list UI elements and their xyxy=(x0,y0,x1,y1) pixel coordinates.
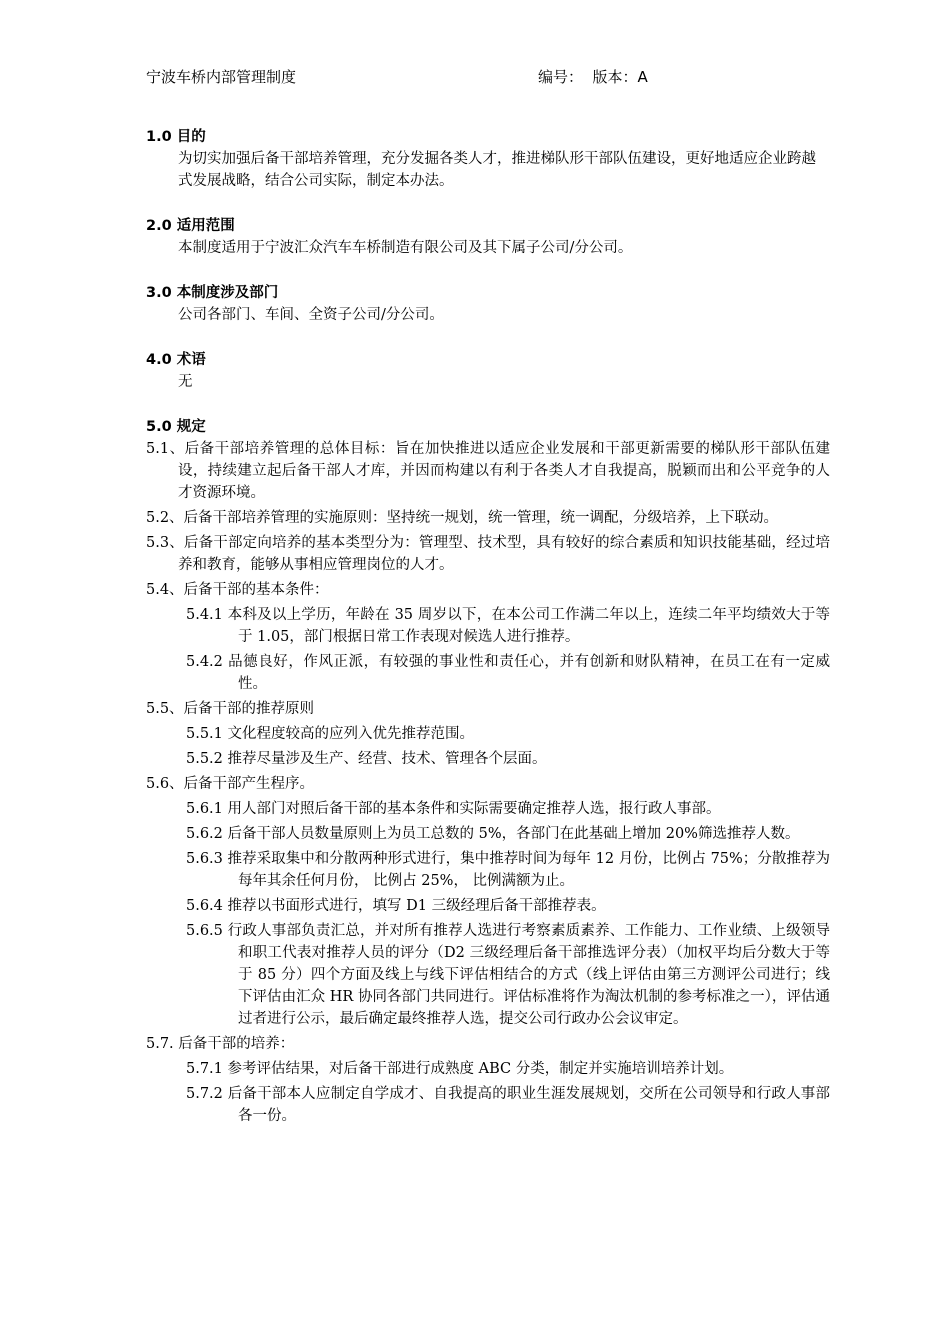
clause-5-4: 5.4、后备干部的基本条件： xyxy=(146,582,329,598)
section-text: 为切实加强后备干部培养管理，充分发掘各类人才，推进梯队形干部队伍建设，更好地适应企业跨越式发展战略，结合公司实际，制定本办法。 xyxy=(178,151,816,189)
clause-5-6: 5.6、后备干部产生程序。 xyxy=(146,776,315,792)
section-text: 公司各部门、车间、全资子公司/分公司。 xyxy=(178,307,444,323)
clause-5-6-5: 5.6.5 行政人事部负责汇总，并对所有推荐人选进行考察素质素养、工作能力、工作业绩、上级领导和职工代表对推荐人员的评分（D2 三级经理后备干部推选评分表）（加权平均后分数大于等于 85 分）四个方面及线上与线下评估相结合的方式（线上评估由第三方测评公司进行；线下评估由汇众 HR 协同各部门共同进行。评估标准将作为淘汰机制的参考标准之一），评估通过者进行公示，最后确定最终推荐人选，提交公司行政办公会议审定。 xyxy=(186,923,830,1027)
section-heading: 2.0 适用范围 xyxy=(146,218,235,234)
page-header xyxy=(146,66,826,88)
section-regulations xyxy=(146,416,830,1127)
clause-5-3: 5.3、后备干部定向培养的基本类型分为：管理型、技术型，具有较好的综合素质和知识技能基础，经过培养和教育，能够从事相应管理岗位的人才。 xyxy=(146,535,830,573)
section-heading: 5.0 规定 xyxy=(146,419,206,435)
section-heading: 3.0 本制度涉及部门 xyxy=(146,285,279,301)
document-number-version: 编号： 版本：A xyxy=(538,68,648,86)
clause-5-5-1: 5.5.1 文化程度较高的应列入优先推荐范围。 xyxy=(186,726,475,742)
clause-5-7: 5.7. 后备干部的培养： xyxy=(146,1036,295,1052)
section-heading: 4.0 术语 xyxy=(146,352,206,368)
section-scope xyxy=(146,215,830,259)
section-purpose xyxy=(146,126,830,192)
clause-5-4-2: 5.4.2 品德良好，作风正派，有较强的事业性和责任心，并有创新和财队精神，在员工在有一定威性。 xyxy=(186,654,830,692)
clause-5-6-3: 5.6.3 推荐采取集中和分散两种形式进行，集中推荐时间为每年 12 月份，比例占 75%；分散推荐为每年其余任何月份， 比例占 25%， 比例满额为止。 xyxy=(186,851,830,889)
clause-5-6-2: 5.6.2 后备干部人员数量原则上为员工总数的 5%，各部门在此基础上增加 20%筛选推荐人数。 xyxy=(186,826,800,842)
section-departments xyxy=(146,282,830,326)
clause-5-5: 5.5、后备干部的推荐原则 xyxy=(146,701,315,717)
clause-5-1: 5.1、后备干部培养管理的总体目标：旨在加快推进以适应企业发展和干部更新需要的梯队形干部队伍建设，持续建立起后备干部人才库，并因而构建以有利于各类人才自我提高，脱颖而出和公平竞争的人才资源环境。 xyxy=(146,441,830,501)
section-text: 无 xyxy=(178,374,193,390)
section-text: 本制度适用于宁波汇众汽车车桥制造有限公司及其下属子公司/分公司。 xyxy=(178,240,633,256)
clause-5-6-4: 5.6.4 推荐以书面形式进行，填写 D1 三级经理后备干部推荐表。 xyxy=(186,898,606,914)
clause-5-7-1: 5.7.1 参考评估结果，对后备干部进行成熟度 ABC 分类，制定并实施培训培养计划。 xyxy=(186,1061,734,1077)
clause-5-4-1: 5.4.1 本科及以上学历，年龄在 35 周岁以下，在本公司工作满二年以上，连续二年平均绩效大于等于 1.05，部门根据日常工作表现对候选人进行推荐。 xyxy=(186,607,830,645)
document-title: 宁波车桥内部管理制度 xyxy=(146,68,297,86)
clause-5-6-1: 5.6.1 用人部门对照后备干部的基本条件和实际需要确定推荐人选，报行政人事部。 xyxy=(186,801,721,817)
document-body xyxy=(146,126,830,1127)
clause-5-5-2: 5.5.2 推荐尽量涉及生产、经营、技术、管理各个层面。 xyxy=(186,751,547,767)
section-heading: 1.0 目的 xyxy=(146,129,206,145)
clause-5-7-2: 5.7.2 后备干部本人应制定自学成才、自我提高的职业生涯发展规划，交所在公司领导和行政人事部各一份。 xyxy=(186,1086,830,1124)
section-terms xyxy=(146,349,830,393)
clause-5-2: 5.2、后备干部培养管理的实施原则：坚持统一规划，统一管理，统一调配，分级培养，上下联动。 xyxy=(146,510,779,526)
